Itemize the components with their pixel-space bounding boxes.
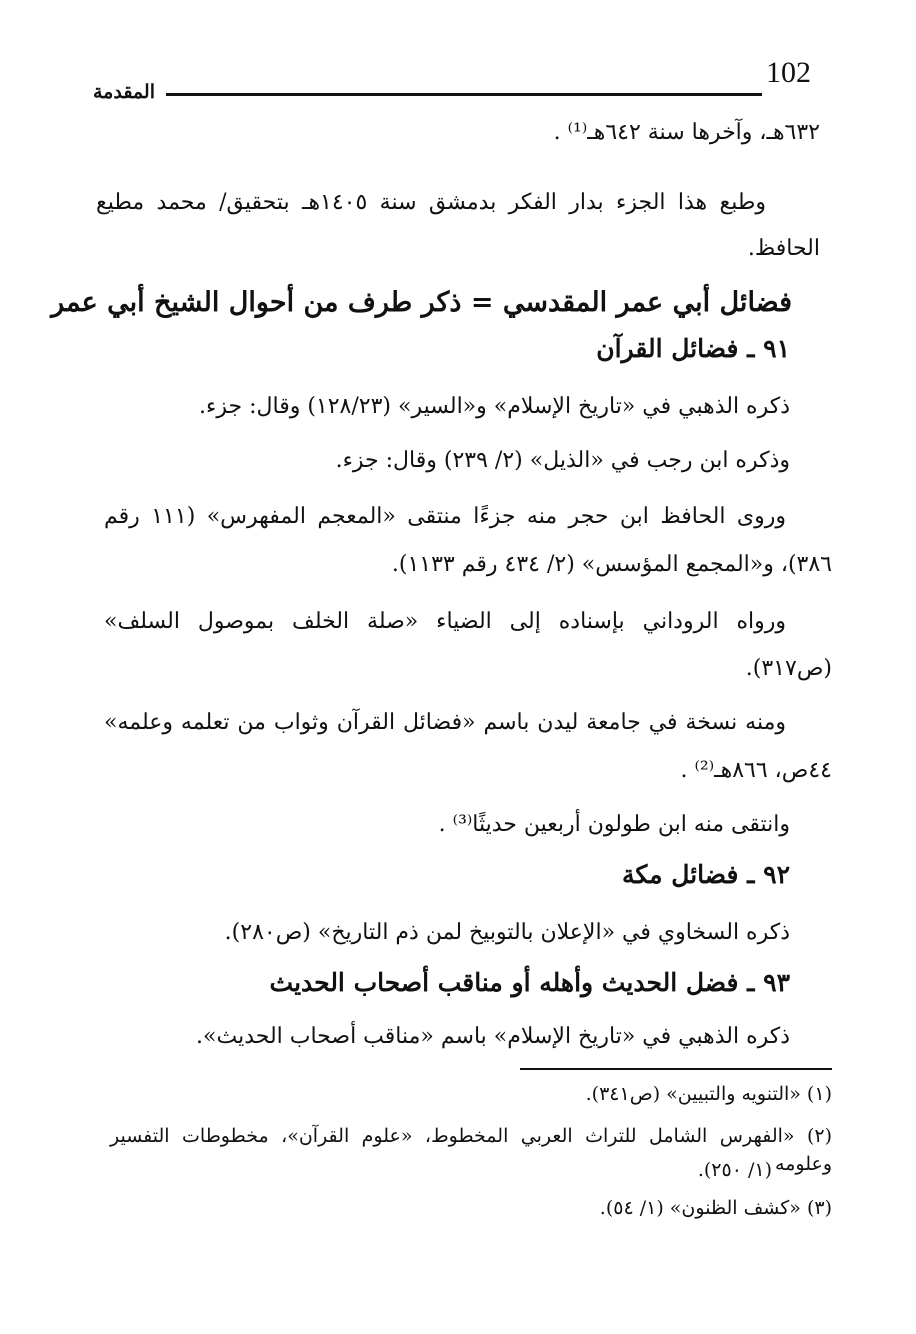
page-header <box>0 55 916 105</box>
entry-heading-93: ٩٣ ـ فضل الحديث وأهله أو مناقب أصحاب الحديث <box>269 968 790 997</box>
footnote: (٣) «كشف الظنون» (١/ ٥٤). <box>599 1197 832 1219</box>
body-line: ٦٣٢هـ، وآخرها سنة ٦٤٢هـ⁽¹⁾ . <box>553 120 820 145</box>
entry-heading-92: ٩٢ ـ فضائل مكة <box>621 860 790 889</box>
page-number: 102 <box>766 56 811 89</box>
body-line: ورواه الروداني بإسناده إلى الضياء «صلة الخلف بموصول السلف» <box>104 609 786 634</box>
footnote: (١) «التنويه والتبيين» (ص٣٤١). <box>585 1083 832 1105</box>
section-heading: فضائل أبي عمر المقدسي = ذكر طرف من أحوال الشيخ أبي عمر <box>51 287 792 318</box>
body-line: ذكره الذهبي في «تاريخ الإسلام» باسم «مناقب أصحاب الحديث». <box>196 1024 790 1049</box>
body-line: وانتقى منه ابن طولون أربعين حديثًا⁽³⁾ . <box>438 812 790 837</box>
body-line: ومنه نسخة في جامعة ليدن باسم «فضائل القرآن وثواب من تعلمه وعلمه» <box>104 710 786 735</box>
entry-heading-91: ٩١ ـ فضائل القرآن <box>596 334 790 363</box>
body-line: وذكره ابن رجب في «الذيل» (٢/ ٢٣٩) وقال: جزء. <box>335 448 790 473</box>
body-line: ٣٨٦)، و«المجمع المؤسس» (٢/ ٤٣٤ رقم ١١٣٣). <box>391 552 832 577</box>
body-line: ذكره السخاوي في «الإعلان بالتوبيخ لمن ذم التاريخ» (ص٢٨٠). <box>224 920 790 945</box>
header-rule <box>166 93 762 96</box>
body-line: (ص٣١٧). <box>745 656 832 681</box>
body-line: وطبع هذا الجزء بدار الفكر بدمشق سنة ١٤٠٥هـ بتحقيق/ محمد مطيع <box>96 190 766 215</box>
footnote-continuation: (١/ ٢٥٠). <box>697 1159 772 1181</box>
body-line: الحافظ. <box>747 236 820 261</box>
footnote-rule <box>520 1068 832 1070</box>
running-title: المقدمة <box>92 81 155 103</box>
body-line: وروى الحافظ ابن حجر منه جزءًا منتقى «المعجم المفهرس» (١١١ رقم <box>104 504 786 529</box>
body-line: ٤٤ص، ٨٦٦هـ⁽²⁾ . <box>680 758 832 783</box>
body-line: ذكره الذهبي في «تاريخ الإسلام» و«السير» (١٢٨/٢٣) وقال: جزء. <box>199 394 790 419</box>
footnote: (٢) «الفهرس الشامل للتراث العربي المخطوط، «علوم القرآن»، مخطوطات التفسير وعلومه <box>110 1125 832 1175</box>
